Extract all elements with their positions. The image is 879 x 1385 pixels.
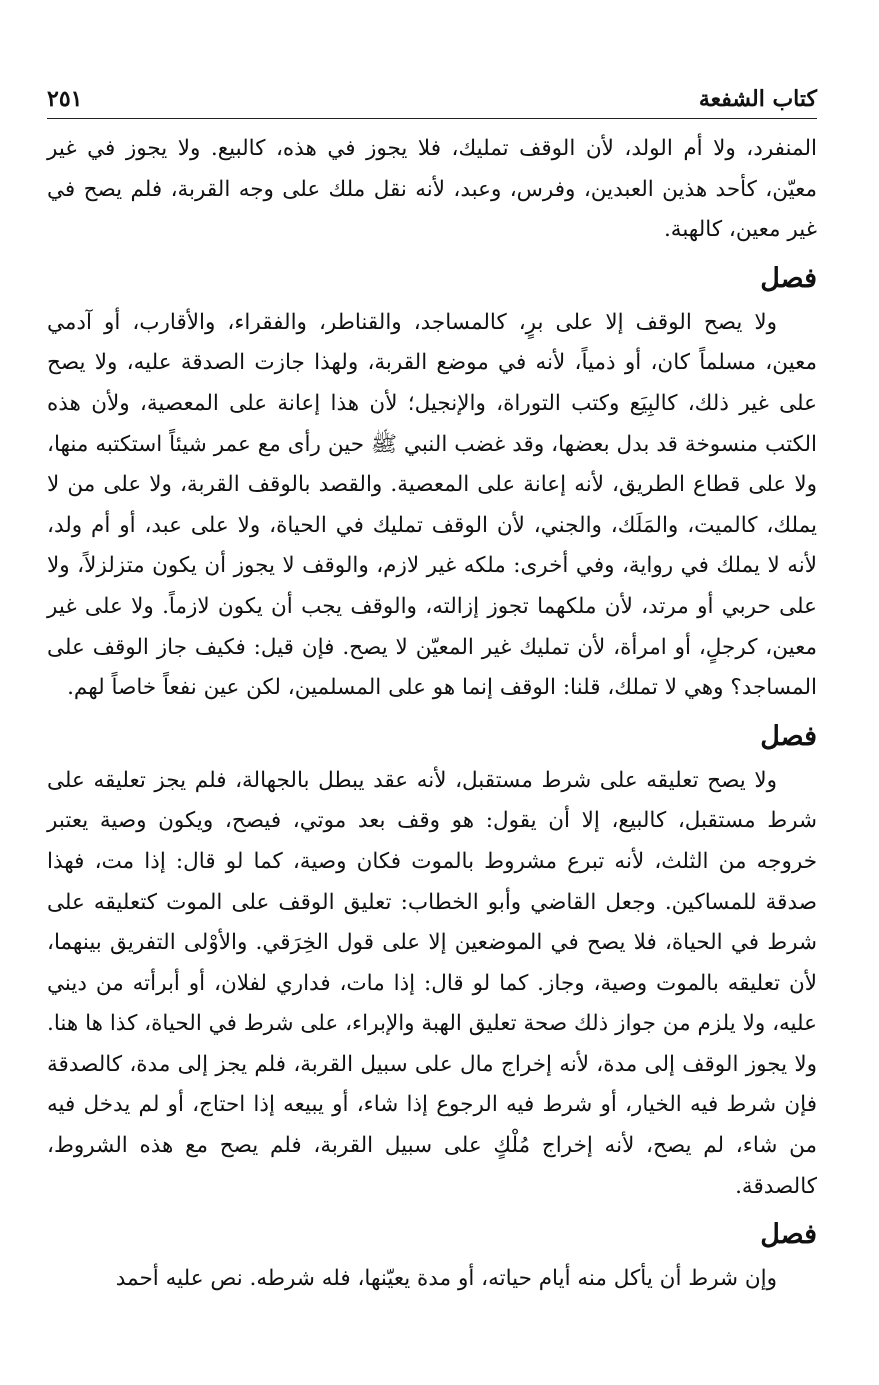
body-text (47, 129, 817, 1300)
paragraph-1: المنفرد، ولا أم الولد، لأن الوقف تمليك، فلا يجوز في هذه، كالبيع. ولا يجوز في غير معيّن، كأحد هذين العبدين، وفرس، وعبد، لأنه نقل ملك على وجه القربة، فلم يصح في غير معين، كالهبة. (47, 136, 817, 243)
paragraph-2: ولا يصح الوقف إلا على برٍ، كالمساجد، والقناطر، والفقراء، والأقارب، أو آدمي معين، مسلماً كان، أو ذمياً، لأنه في موضع القربة، ولهذا جازت الصدقة عليه، ولا يصح على غير ذلك، كالبِيَع وكتب التوراة، والإنجيل؛ لأن هذا إعانة على المعصية، ولأن هذه الكتب منسوخة قد بدل بعضها، وقد غضب النبي ﷺ حين رأى مع عمر شيئاً استكتبه منها، ولا على قطاع الطريق، لأنه إعانة على المعصية. والقصد بالوقف القربة، ولا على من لا يملك، كالميت، والمَلَك، والجني، لأن الوقف تمليك في الحياة، ولا على عبد، أو أم ولد، لأنه لا يملك في رواية، وفي أخرى: ملكه غير لازم، والوقف لا يجوز أن يكون متزلزلاً، ولا على حربي أو مرتد، لأن ملكهما تجوز إزالته، والوقف يجب أن يكون لازماً. ولا على غير معين، كرجلٍ، أو امرأة، لأن تمليك غير المعيّن لا يصح. فإن قيل: فكيف جاز الوقف على المساجد؟ وهي لا تملك، قلنا: الوقف إنما هو على المسلمين، لكن عين نفعاً خاصاً لهم. (47, 309, 817, 701)
section-heading-2: فصل (760, 720, 817, 752)
section-heading-1: فصل (760, 262, 817, 294)
paragraph-4: وإن شرط أن يأكل منه أيام حياته، أو مدة يعيّنها، فله شرطه. نص عليه أحمد (115, 1266, 777, 1292)
section-heading-3: فصل (760, 1219, 817, 1251)
page-number: ٢٥١ (47, 86, 83, 112)
book-title: كتاب الشفعة (698, 86, 817, 112)
book-page (47, 82, 817, 1300)
running-header (47, 82, 817, 119)
paragraph-3: ولا يصح تعليقه على شرط مستقبل، لأنه عقد يبطل بالجهالة، فلم يجز تعليقه على شرط مستقبل، كالبيع، إلا أن يقول: هو وقف بعد موتي، فيصح، ويكون وصية يعتبر خروجه من الثلث، لأنه تبرع مشروط بالموت فكان وصية، كما لو قال: إذا مت، فهذا صدقة للمساكين. وجعل القاضي وأبو الخطاب: تعليق الوقف على الموت كتعليقه على شرط في الحياة، فلا يصح في الموضعين إلا على قول الخِرَقي. والأوْلى التفريق بينهما، لأن تعليقه بالموت وصية، وجاز. كما لو قال: إذا مات، فداري لفلان، أو أبرأته من ديني عليه، ولا يلزم من جواز ذلك صحة تعليق الهبة والإبراء، على شرط في الحياة، كذا ها هنا. ولا يجوز الوقف إلى مدة، لأنه إخراج مال على سبيل القربة، فلم يجز إلى مدة، كالصدقة فإن شرط فيه الخيار، أو شرط فيه الرجوع إذا شاء، أو يبيعه إذا احتاج، أو لم يدخل فيه من شاء، لم يصح، لأنه إخراج مُلْكٍ على سبيل القربة، فلم يصح مع هذه الشروط، كالصدقة. (47, 767, 817, 1199)
